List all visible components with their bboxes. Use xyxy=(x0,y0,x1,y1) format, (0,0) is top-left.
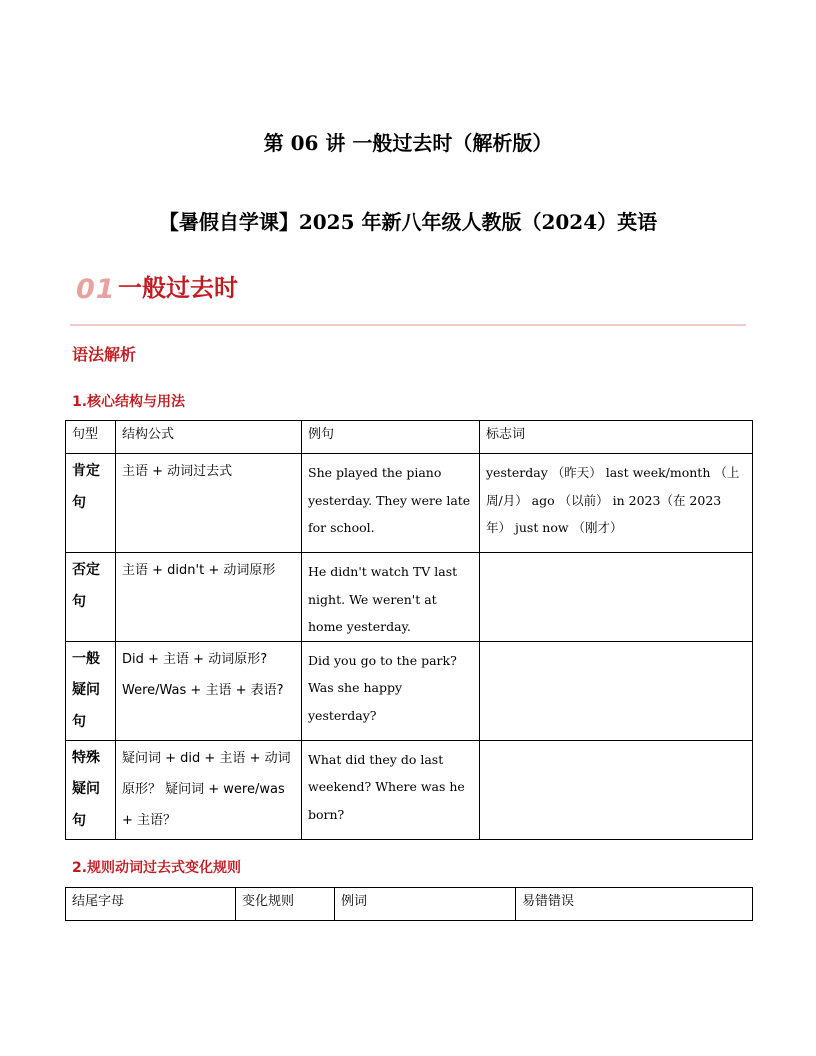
column-header: 易错错误 xyxy=(516,888,753,921)
column-header: 结尾字母 xyxy=(66,888,236,921)
column-header: 结构公式 xyxy=(116,421,302,454)
part2-heading: 2.规则动词过去式变化规则 xyxy=(72,860,242,876)
table-header-row xyxy=(66,888,753,921)
table-row xyxy=(66,641,753,740)
column-header: 标志词 xyxy=(480,421,753,454)
rules-table xyxy=(65,887,753,921)
column-header: 例词 xyxy=(335,888,516,921)
sentence-type-cell: 否定句 xyxy=(66,553,116,642)
example-cell: What did they do last weekend? Where was he born? xyxy=(302,740,480,839)
keywords-cell xyxy=(480,553,753,642)
sentence-type-cell: 特殊疑问句 xyxy=(66,740,116,839)
column-header: 句型 xyxy=(66,421,116,454)
structure-table xyxy=(65,420,753,840)
table-header-row xyxy=(66,421,753,454)
sentence-type-cell: 肯定句 xyxy=(66,454,116,553)
table-row xyxy=(66,740,753,839)
document-title: 第 06 讲 一般过去时（解析版） xyxy=(263,131,553,155)
section-number: 01 xyxy=(76,274,116,305)
formula-cell: 主语 + didn't + 动词原形 xyxy=(116,553,302,642)
formula-cell: 主语 + 动词过去式 xyxy=(116,454,302,553)
column-header: 变化规则 xyxy=(236,888,335,921)
document-subtitle: 【暑假自学课】2025 年新八年级人教版（2024）英语 xyxy=(158,210,658,234)
section-divider xyxy=(70,324,746,326)
formula-cell: Did + 主语 + 动词原形? Were/Was + 主语 + 表语? xyxy=(116,641,302,740)
keywords-cell xyxy=(480,641,753,740)
keywords-cell xyxy=(480,740,753,839)
table-row xyxy=(66,454,753,553)
grammar-heading: 语法解析 xyxy=(72,345,137,364)
example-cell: She played the piano yesterday. They were late for school. xyxy=(302,454,480,553)
part1-heading: 1.核心结构与用法 xyxy=(72,394,186,410)
formula-cell: 疑问词 + did + 主语 + 动词原形？ 疑问词 + were/was + 主语？ xyxy=(116,740,302,839)
section-title: 一般过去时 xyxy=(118,274,238,302)
sentence-type-cell: 一般疑问句 xyxy=(66,641,116,740)
column-header: 例句 xyxy=(302,421,480,454)
example-cell: He didn't watch TV last night. We weren't at home yesterday. xyxy=(302,553,480,642)
example-cell: Did you go to the park? Was she happy yesterday? xyxy=(302,641,480,740)
table-row xyxy=(66,553,753,642)
keywords-cell: yesterday （昨天） last week/month （上周/月） ago （以前） in 2023（在 2023 年） just now （刚才） xyxy=(480,454,753,553)
